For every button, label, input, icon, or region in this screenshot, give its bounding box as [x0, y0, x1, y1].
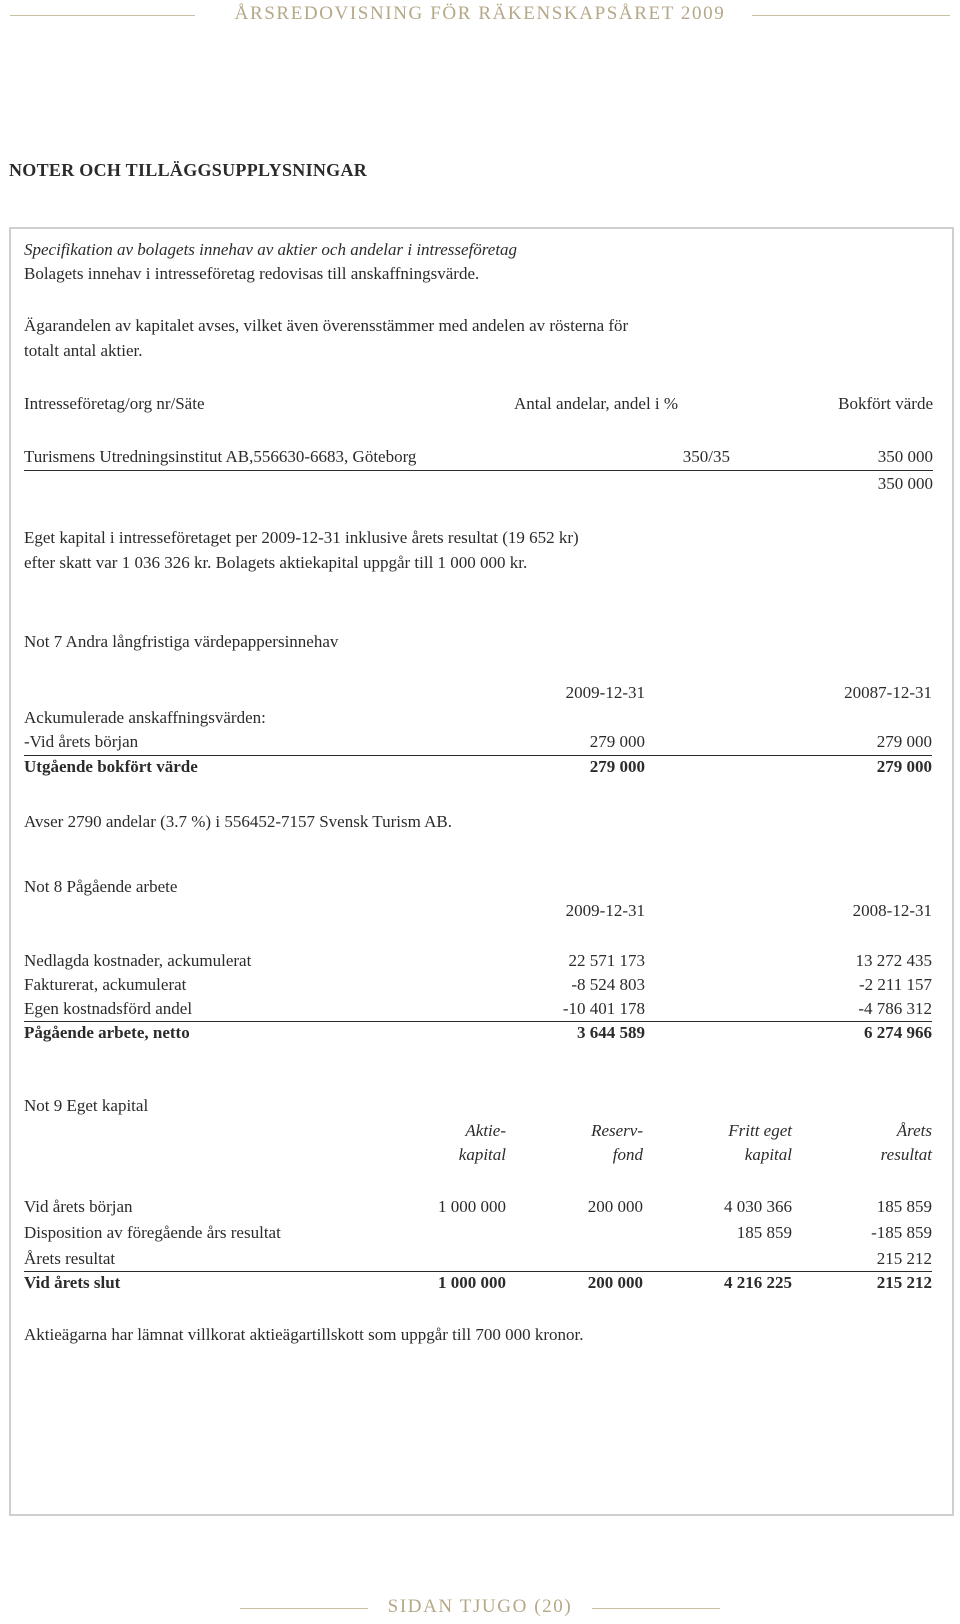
note9-cell-b: 200 000: [587, 1197, 643, 1216]
note9-title: Not 9 Eget kapital: [24, 1096, 149, 1115]
note9-cell-c: 185 859: [736, 1223, 792, 1242]
note9-cell-d: 185 859: [876, 1197, 932, 1216]
header-title: ÅRSREDOVISNING FÖR RÄKENSKAPSÅRET 2009: [234, 3, 726, 24]
note7-acc-label: Ackumulerade anskaffningsvärden:: [24, 708, 266, 727]
note7-out-label: Utgående bokfört värde: [24, 757, 198, 776]
note9-note: Aktieägarna har lämnat villkorat aktieägartillskott som uppgår till 700 000 kronor.: [24, 1325, 584, 1344]
note9-total-label: Vid årets slut: [24, 1273, 121, 1292]
holding-value: 350 000: [877, 447, 933, 466]
header-rule-left: [10, 15, 195, 16]
col-shares-header: Antal andelar, andel i %: [514, 394, 679, 413]
note8-rule: [24, 1021, 932, 1022]
note8-total-label: Pågående arbete, netto: [24, 1023, 190, 1042]
note7-col-2: 20087-12-31: [844, 683, 932, 702]
note9-row-label: Årets resultat: [24, 1249, 116, 1268]
note7-out-2: 279 000: [876, 757, 932, 776]
note7-title: Not 7 Andra långfristiga värdepappersinnehav: [24, 632, 339, 651]
note8-col-1: 2009-12-31: [565, 901, 645, 920]
spec-heading: Specifikation av bolagets innehav av aktier och andelar i intresseföretag: [24, 240, 518, 259]
note9-total-b: 200 000: [587, 1273, 643, 1292]
footer-rule-right: [592, 1608, 720, 1609]
holding-rule: [24, 470, 933, 471]
note7-start-1: 279 000: [589, 732, 645, 751]
equity-line-1: Eget kapital i intresseföretaget per 2009-12-31 inklusive årets resultat (19 652 kr): [24, 528, 579, 547]
note8-row-label: Fakturerat, ackumulerat: [24, 975, 187, 994]
note9-row-label: Vid årets början: [24, 1197, 133, 1216]
equity-line-2: efter skatt var 1 036 326 kr. Bolagets aktiekapital uppgår till 1 000 000 kr.: [24, 553, 528, 572]
spec-line-2: Ägarandelen av kapitalet avses, vilket även överensstämmer med andelen av rösterna för: [24, 316, 629, 335]
note9-row-label: Disposition av föregående års resultat: [24, 1223, 281, 1242]
spec-line-1: Bolagets innehav i intresseföretag redovisas till anskaffningsvärde.: [24, 264, 480, 283]
note9-total-c: 4 216 225: [724, 1273, 792, 1292]
note9-cell-d: 215 212: [876, 1249, 932, 1268]
page-footer: [0, 1594, 960, 1624]
notes-box: [9, 227, 954, 1516]
note9-col-d-1: Årets: [896, 1121, 932, 1140]
note8-row-value-2: -4 786 312: [858, 999, 932, 1018]
note8-row-value-2: 13 272 435: [855, 951, 932, 970]
note8-title: Not 8 Pågående arbete: [24, 877, 178, 896]
note9-rule: [24, 1271, 932, 1272]
note8-row-value-1: -10 401 178: [562, 999, 645, 1018]
note8-row-label: Nedlagda kostnader, ackumulerat: [24, 951, 252, 970]
note9-col-b-1: Reserv-: [591, 1121, 643, 1140]
footer-title: SIDAN TJUGO (20): [387, 1596, 573, 1617]
note7-col-1: 2009-12-31: [565, 683, 645, 702]
header-rule-right: [752, 15, 950, 16]
note9-cell-d: -185 859: [871, 1223, 932, 1242]
holding-total: 350 000: [877, 474, 933, 493]
note8-row-value-1: 22 571 173: [568, 951, 645, 970]
holding-company: Turismens Utredningsinstitut AB,556630-6683, Göteborg: [24, 447, 417, 466]
col-value-header: Bokfört värde: [838, 394, 933, 413]
note9-col-b-2: fond: [612, 1145, 643, 1164]
note8-row-value-2: -2 211 157: [858, 975, 932, 994]
note9-col-a-1: Aktie-: [465, 1121, 506, 1140]
holding-shares: 350/35: [682, 447, 730, 466]
note7-rule: [24, 755, 932, 756]
note7-start-2: 279 000: [876, 732, 932, 751]
note9-col-a-2: kapital: [458, 1145, 506, 1164]
note8-total-2: 6 274 966: [864, 1023, 932, 1042]
note8-row-label: Egen kostnadsförd andel: [24, 999, 193, 1018]
note9-total-d: 215 212: [876, 1273, 932, 1292]
note7-out-1: 279 000: [589, 757, 645, 776]
note9-col-d-2: resultat: [880, 1145, 932, 1164]
spec-line-3: totalt antal aktier.: [24, 341, 143, 360]
note8-total-1: 3 644 589: [577, 1023, 645, 1042]
note9-cell-a: 1 000 000: [438, 1197, 506, 1216]
footer-rule-left: [240, 1608, 368, 1609]
note7-note: Avser 2790 andelar (3.7 %) i 556452-7157 Svensk Turism AB.: [24, 812, 452, 831]
note8-col-2: 2008-12-31: [852, 901, 932, 920]
note9-total-a: 1 000 000: [438, 1273, 506, 1292]
note8-row-value-1: -8 524 803: [571, 975, 645, 994]
note9-col-c-1: Fritt eget: [728, 1121, 792, 1140]
note9-col-c-2: kapital: [744, 1145, 792, 1164]
note9-cell-c: 4 030 366: [724, 1197, 792, 1216]
col-company-header: Intresseföretag/org nr/Säte: [24, 394, 205, 413]
note7-start-label: -Vid årets början: [24, 732, 139, 751]
page-header: [0, 0, 960, 32]
section-title: NOTER OCH TILLÄGGSUPPLYSNINGAR: [9, 160, 368, 180]
